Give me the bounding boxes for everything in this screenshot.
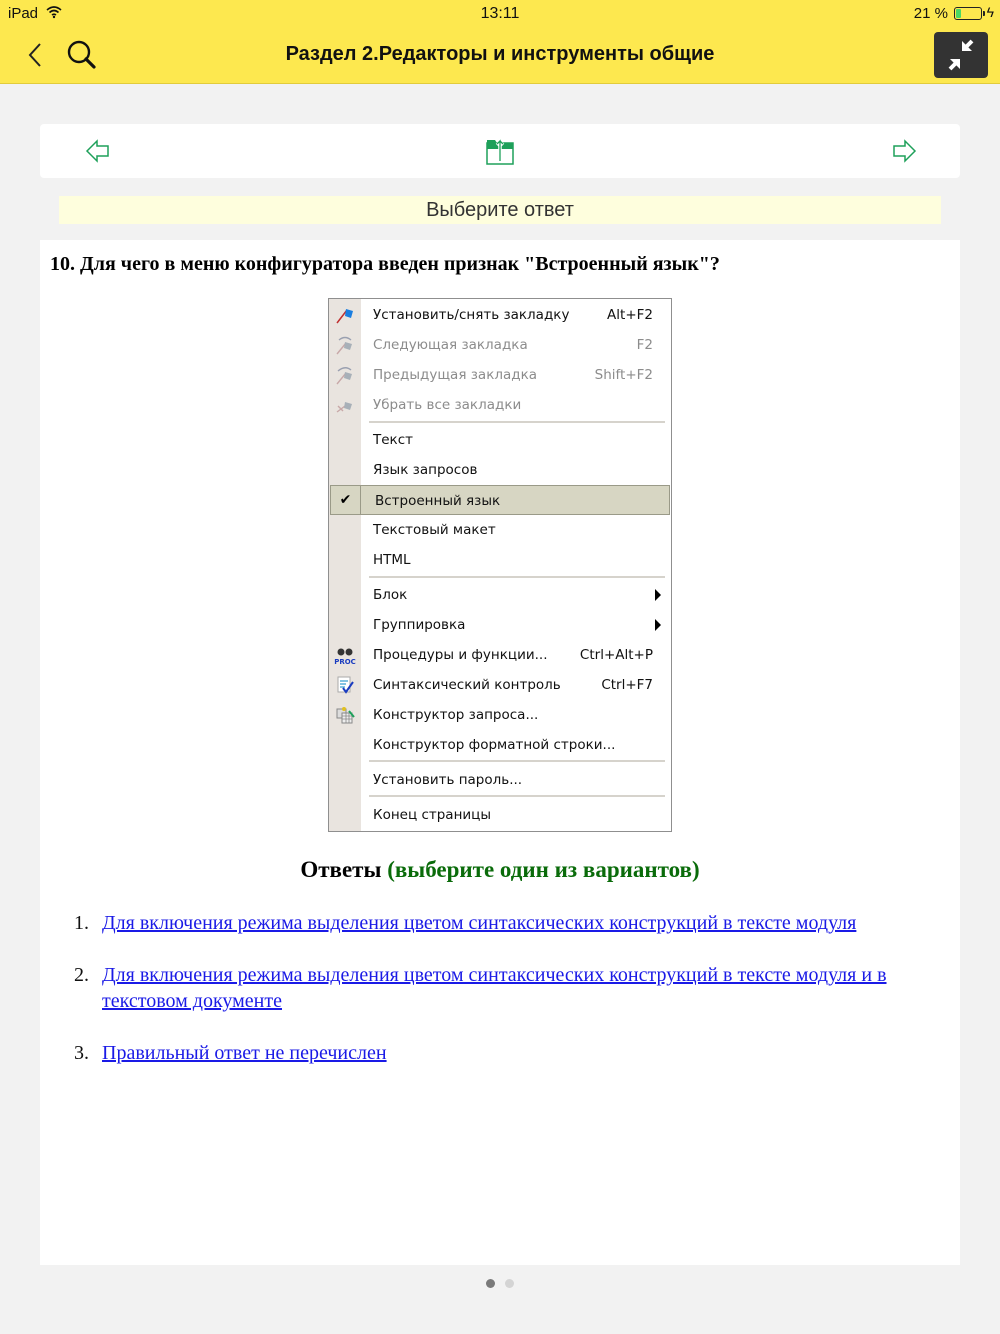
collapse-button[interactable] [934, 32, 988, 78]
submenu-arrow-icon [655, 619, 661, 631]
menu-item-label: Конец страницы [373, 807, 492, 823]
menu-item [329, 800, 671, 830]
previous-question-arrow-icon[interactable] [84, 136, 114, 166]
menu-item [329, 730, 671, 760]
menu-item-label: Предыдущая закладка [373, 367, 538, 383]
menu-item [329, 545, 671, 575]
menu-item [330, 485, 670, 515]
clock: 13:11 [480, 5, 520, 22]
charging-icon: ϟ [986, 4, 994, 20]
menu-item-label: Процедуры и функции... [373, 647, 548, 663]
menu-item [329, 670, 671, 700]
menu-item-shortcut: F2 [636, 337, 653, 353]
battery-nub [983, 11, 985, 16]
question-text: 10. Для чего в меню конфигуратора введен признак "Встроенный язык"? [50, 253, 720, 275]
svg-text:PROC: PROC [334, 658, 356, 665]
menu-item-label: Конструктор форматной строки... [373, 737, 616, 753]
menu-item-shortcut: Ctrl+Alt+P [579, 647, 653, 663]
page-dot[interactable] [505, 1279, 514, 1288]
menu-item-label: Группировка [373, 617, 466, 633]
syntax-check-icon [334, 675, 356, 695]
menu-item-label: Синтаксический контроль [373, 677, 561, 693]
bookmark-flag-icon [334, 305, 356, 325]
menu-separator [369, 795, 665, 797]
menu-item [329, 300, 671, 330]
answer-link-3[interactable]: Правильный ответ не перечислен [102, 1042, 387, 1064]
menu-item [329, 640, 671, 670]
carrier-label: iPad [8, 5, 39, 22]
next-bookmark-icon [334, 335, 356, 355]
page-indicator [0, 1275, 1000, 1293]
menu-item-label: Текст [373, 432, 413, 448]
menu-separator [369, 760, 665, 762]
answer-link-2[interactable]: Для включения режима выделения цветом синтаксических конструкций в тексте модуля и в текстовом документе [102, 964, 887, 1012]
question-content [40, 240, 960, 1265]
menu-item-label: Текстовый макет [373, 522, 496, 538]
navigation-toolbar [40, 124, 960, 178]
menu-item-label: Блок [373, 587, 408, 603]
menu-separator [369, 421, 665, 423]
menu-item-label: Конструктор запроса... [373, 707, 539, 723]
next-question-arrow-icon[interactable] [888, 136, 918, 166]
menu-item [329, 390, 671, 420]
checkmark-icon: ✔ [331, 486, 361, 514]
menu-item-shortcut: Shift+F2 [594, 367, 653, 383]
page-title: Раздел 2.Редакторы и инструменты общие [285, 43, 715, 65]
menu-item [329, 580, 671, 610]
menu-item [329, 700, 671, 730]
menu-item [329, 515, 671, 545]
menu-item-label: Установить/снять закладку [373, 307, 570, 323]
menu-item [329, 610, 671, 640]
menu-item-label: Убрать все закладки [373, 397, 522, 413]
menu-item-label: Язык запросов [373, 462, 478, 478]
menu-item-label: Встроенный язык [375, 493, 501, 509]
answers-title: Ответы [300, 857, 382, 882]
menu-item-shortcut: Alt+F2 [607, 307, 653, 323]
menu-item [329, 455, 671, 485]
battery-icon [954, 7, 982, 20]
status-bar [0, 0, 1000, 28]
menu-item [329, 330, 671, 360]
answer-number: 1. [74, 912, 89, 934]
instruction-banner: Выберите ответ [59, 196, 941, 224]
menu-item [329, 765, 671, 795]
menu-separator [369, 576, 665, 578]
menu-item-shortcut: Ctrl+F7 [601, 677, 653, 693]
answers-subtitle: (выберите один из вариантов) [387, 857, 700, 882]
menu-item-label: HTML [373, 552, 411, 568]
battery-level [956, 9, 961, 18]
page-dot[interactable] [486, 1279, 495, 1288]
menu-item-label: Установить пароль... [373, 772, 523, 788]
query-builder-icon [334, 705, 356, 725]
context-menu-screenshot [328, 298, 672, 832]
menu-item-label: Следующая закладка [373, 337, 528, 353]
answer-number: 3. [74, 1042, 89, 1064]
answers-heading [40, 857, 960, 883]
answer-link-1[interactable]: Для включения режима выделения цветом синтаксических конструкций в тексте модуля [102, 912, 857, 934]
prev-bookmark-icon [334, 365, 356, 385]
collapse-arrows-icon [934, 32, 988, 78]
folder-up-icon[interactable] [485, 136, 515, 166]
binoculars-proc-icon [334, 645, 356, 665]
remove-bookmarks-icon [334, 395, 356, 415]
battery-percent: 21 % [913, 5, 948, 22]
submenu-arrow-icon [655, 589, 661, 601]
top-bar [0, 0, 1000, 84]
answer-number: 2. [74, 964, 89, 986]
menu-item [329, 360, 671, 390]
menu-item [329, 425, 671, 455]
